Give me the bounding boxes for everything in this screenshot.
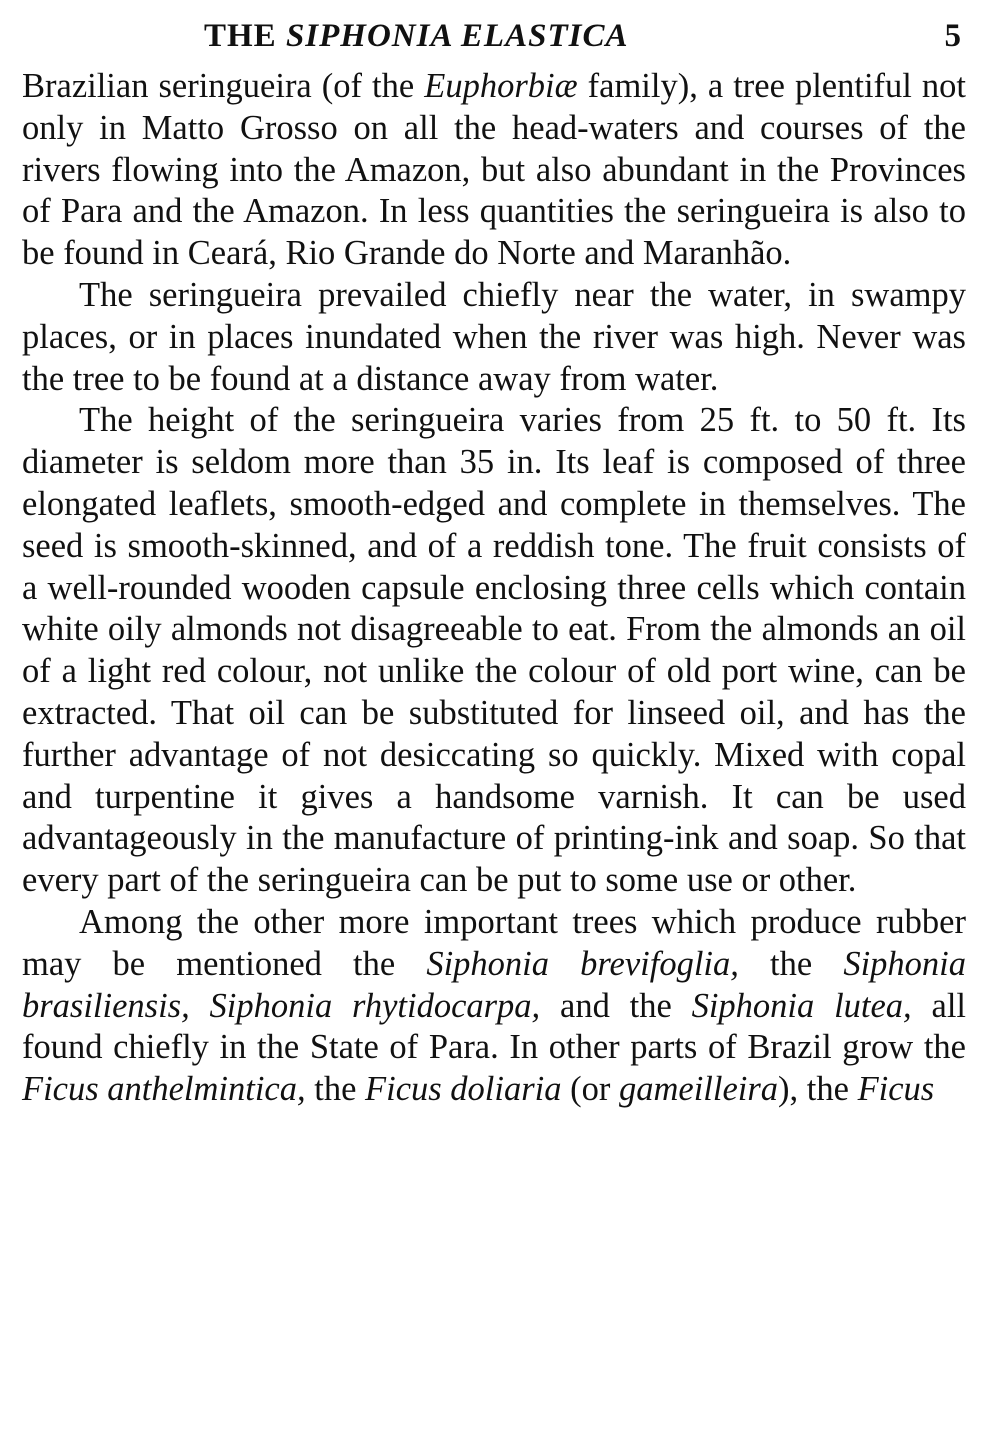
p2-text-1: The seringueira prevailed chiefly near the water, in swampy places, or in places inundated when the river was high. Never was the tree to be found at a distance away from water. [22, 275, 966, 398]
running-title [204, 18, 628, 55]
p4-text-7: ), the [778, 1070, 858, 1109]
paragraph-3 [22, 400, 966, 902]
paragraph-1 [22, 66, 966, 275]
p4-text-3: and the [540, 986, 692, 1025]
p1-italic-1: Euphorbiæ [424, 67, 578, 105]
p3-text-1: The height of the seringueira varies from 25 ft. to 50 ft. Its diameter is seldom more than 35 in. Its leaf is composed of three elongated leaflets, smooth-edged and complete in themselves. The seed is smooth-skinned, and of a reddish tone. The fruit consists of a well-rounded wooden capsule enclosing three cells which contain white oily almonds not disagreeable to eat. From the almonds an oil of a light red colour, not unlike the colour of old port wine, can be extracted. That oil can be substituted for linseed oil, and has the further advantage of not desiccating so quickly. Mixed with copal and turpentine it gives a handsome varnish. It can be used advantageously in the manufacture of printing-ink and soap. So that every part of the seringueira can be put to some use or other. [22, 401, 966, 900]
p4-text-2: the [738, 944, 844, 983]
paragraph-2 [22, 275, 966, 400]
p4-italic-5: Ficus doliaria [365, 1070, 562, 1109]
body-text [22, 66, 966, 1111]
p4-italic-1: Siphonia brevifoglia, [426, 944, 739, 983]
running-head [22, 10, 966, 66]
book-page [22, 10, 966, 1111]
p4-text-4: all found chiefly in the State of Para. In other parts of Brazil grow the [22, 986, 966, 1067]
p4-italic-2: Siphonia brasiliensis, Siphonia rhytidocarpa, [22, 944, 966, 1025]
p4-italic-6: gameilleira [618, 1070, 779, 1109]
p4-italic-3: Siphonia lutea, [691, 986, 912, 1025]
running-title-italic: SIPHONIA ELASTICA [285, 18, 629, 54]
p1-text-1: Brazilian seringueira (of the [22, 67, 425, 105]
page-number: 5 [944, 18, 962, 54]
p4-italic-7: Ficus [857, 1070, 935, 1109]
p4-text-1: Among the other more important trees which produce rubber may be mentioned the [22, 902, 966, 983]
p4-italic-4: Ficus anthelmintica, [22, 1070, 306, 1109]
paragraph-4 [22, 902, 966, 1111]
p1-text-2: family), a tree plentiful not only in Matto Grosso on all the head-waters and courses of the rivers flowing into the Amazon, but also abundant in the Provinces of Para and the Amazon. In less quantities the seringueira is also to be found in Ceará, Rio Grande do Norte and Maranhão. [22, 67, 966, 273]
running-title-prefix: THE [204, 18, 286, 54]
p4-text-6: (or [561, 1070, 619, 1109]
p4-text-5: the [305, 1070, 366, 1109]
